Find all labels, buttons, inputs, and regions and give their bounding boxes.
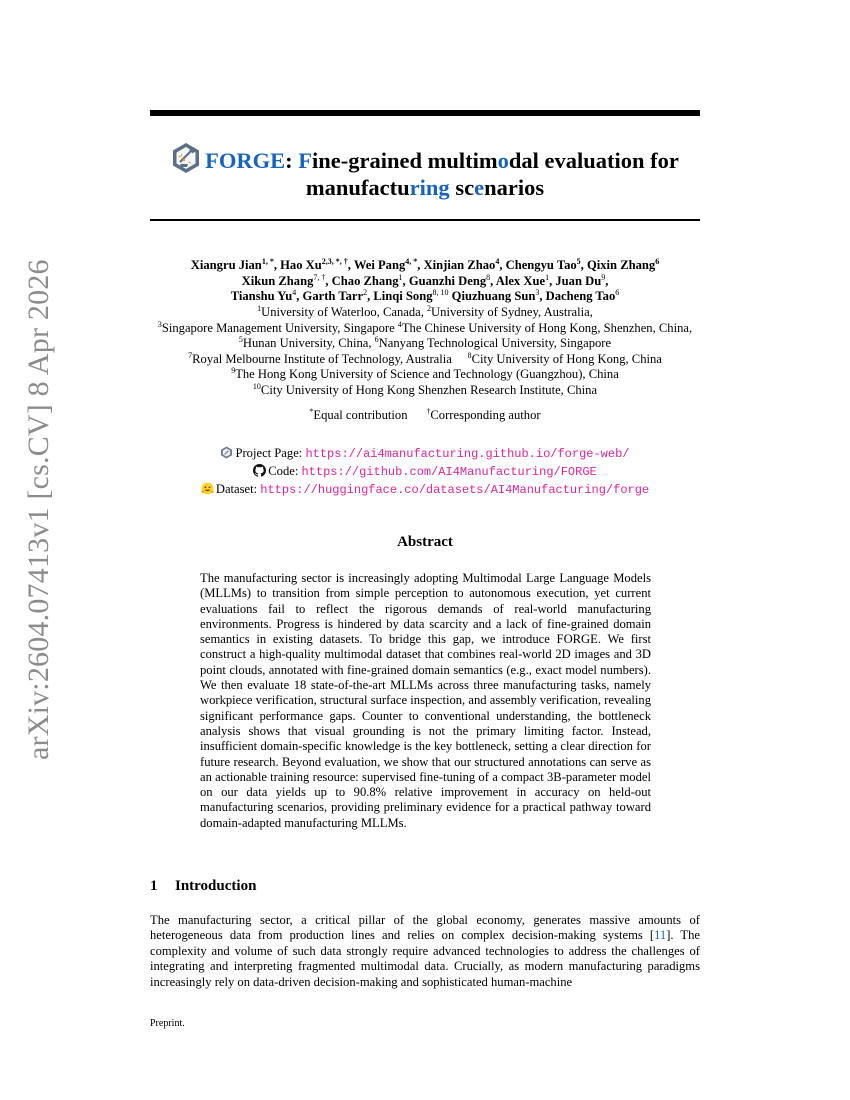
author-list bbox=[150, 258, 700, 305]
title-seg: ring bbox=[409, 175, 450, 200]
title-seg: ine-grained multim bbox=[312, 148, 498, 173]
contribution-notes bbox=[150, 408, 700, 423]
author-affil-sup: 2 bbox=[363, 288, 368, 297]
title-seg: sc bbox=[449, 175, 475, 200]
author-name: Chao Zhang bbox=[331, 273, 399, 288]
affil-line bbox=[140, 367, 710, 383]
author-name: Qiuzhuang Sun bbox=[451, 289, 536, 304]
author-name: Hao Xu bbox=[280, 258, 322, 272]
affil-number: 4 bbox=[397, 319, 402, 329]
affil-number: 3 bbox=[157, 319, 162, 329]
affil-line bbox=[140, 321, 710, 337]
author-affil-sup: 4, * bbox=[405, 256, 418, 266]
author-affil-sup: 1 bbox=[398, 272, 403, 282]
affil-number: 8 bbox=[467, 350, 472, 360]
code-link-row bbox=[150, 463, 700, 481]
title-seg: FORGE bbox=[205, 148, 286, 173]
equal-contribution-note: Equal contribution bbox=[313, 408, 408, 422]
author-affil-sup: 8 bbox=[486, 272, 491, 282]
author-affil-sup: 6 bbox=[655, 256, 660, 266]
affil-text: The Chinese University of Hong Kong, Shenzhen, China, bbox=[401, 320, 693, 335]
code-url[interactable]: https://github.com/AI4Manufacturing/FORGE bbox=[301, 465, 597, 479]
title-seg: manufactu bbox=[305, 175, 410, 200]
author-name: Guanzhi Deng bbox=[408, 273, 487, 288]
intro-text: The manufacturing sector, a critical pillar of the global economy, generates massive amounts of heterogeneous data from production lines and relies on complex decision-making systems [ bbox=[150, 913, 700, 943]
author-name: Xiangru Jian bbox=[190, 258, 262, 272]
title-seg: e bbox=[474, 175, 485, 200]
affil-text: The Hong Kong University of Science and Technology (Guangzhou), China bbox=[235, 367, 619, 382]
title-seg: F bbox=[298, 148, 312, 173]
equal-mark: * bbox=[309, 406, 314, 416]
title-seg: : bbox=[285, 148, 299, 173]
affiliation-list bbox=[140, 305, 710, 399]
author-line-2: Xikun Zhang$^{7, \dagger}$, Chao Zhang$^1$, Guanzhi Deng$^8$, Alex Xue$^1$, Juan Du$^9$, bbox=[241, 272, 609, 288]
author-line-1: Xiangru Jian$^{1, *}$, Hao $Xu^{2,3, *, \dagger}$, Wei Pang$^{4, *}$, Xinjian Zhao$^4$, Chengyu Tao$^5$, Qixin Zhang$^6$ bbox=[190, 256, 660, 272]
resource-links bbox=[150, 445, 700, 499]
title-top-rule bbox=[150, 110, 700, 116]
title-line-1 bbox=[150, 142, 700, 174]
author-affil-sup: 2,3, *, † bbox=[321, 256, 348, 266]
affil-number: 10 bbox=[252, 381, 261, 391]
abstract-heading: Abstract bbox=[397, 534, 453, 550]
affil-number: 9 bbox=[231, 366, 236, 376]
affil-text: University of Sydney, Australia, bbox=[431, 305, 593, 319]
author-affil-sup: 1, * bbox=[261, 256, 274, 266]
link-label: Project Page: bbox=[235, 446, 306, 460]
affil-text: Nanyang Technological University, Singapore bbox=[378, 336, 612, 351]
affil-number: 5 bbox=[238, 335, 243, 344]
author-name: Tianshu Yu bbox=[230, 289, 293, 304]
affil-text: Hunan University, China, bbox=[242, 336, 372, 351]
affil-text: University of Waterloo, Canada, bbox=[261, 305, 424, 319]
project-page-link-row bbox=[150, 445, 700, 463]
author-affil-sup: 4 bbox=[292, 288, 297, 297]
project-page-icon bbox=[220, 446, 233, 459]
section-title: Introduction bbox=[175, 878, 257, 894]
affil-line bbox=[140, 336, 710, 352]
author-name: Xinjian Zhao bbox=[423, 258, 496, 272]
introduction-paragraph bbox=[150, 913, 700, 990]
author-name: Dacheng Tao bbox=[545, 289, 616, 304]
author-affil-sup: 5 bbox=[576, 256, 581, 266]
affil-line bbox=[140, 383, 710, 399]
author-affil-sup: 1 bbox=[545, 272, 550, 282]
author-name: Xikun Zhang bbox=[241, 273, 314, 288]
dataset-url[interactable]: https://huggingface.co/datasets/AI4Manufacturing/forge bbox=[260, 483, 650, 497]
title-seg: narios bbox=[484, 175, 545, 200]
project-page-url[interactable]: https://ai4manufacturing.github.io/forge-web/ bbox=[305, 447, 630, 461]
link-label: Code: bbox=[268, 464, 302, 478]
affil-text: City University of Hong Kong, China bbox=[471, 351, 662, 366]
author-name: Wei Pang bbox=[353, 258, 406, 272]
citation-link[interactable]: 11 bbox=[654, 928, 667, 943]
arxiv-identifier-stamp: arXiv:2604.07413v1 [cs.CV] 8 Apr 2026 bbox=[22, 259, 55, 760]
affil-text: City University of Hong Kong Shenzhen Research Institute, China bbox=[260, 382, 598, 397]
author-name: Juan Du bbox=[555, 273, 602, 288]
author-affil-sup: 3 bbox=[535, 288, 540, 297]
author-name: Garth Tarr bbox=[302, 289, 364, 304]
dataset-link-row bbox=[150, 481, 700, 499]
author-line-3: Tianshu Yu$^4$, Garth Tarr$^2$, Linqi Song$^{8, 10}$ Qiuzhuang Sun$^3$, Dacheng Tao$^6$ bbox=[230, 288, 620, 304]
corresponding-author-note: Corresponding author bbox=[430, 408, 541, 422]
paper-title bbox=[150, 142, 700, 201]
author-affil-sup: 7, † bbox=[313, 272, 326, 282]
affil-text: Royal Melbourne Institute of Technology, Australia bbox=[192, 351, 452, 366]
huggingface-icon bbox=[201, 482, 214, 495]
github-icon bbox=[253, 464, 266, 477]
author-affil-sup: 6 bbox=[615, 288, 620, 297]
title-bottom-rule bbox=[150, 219, 700, 221]
author-name: Chengyu Tao bbox=[505, 258, 577, 272]
author-name: Alex Xue bbox=[495, 273, 546, 288]
title-seg: dal evaluation for bbox=[508, 148, 679, 173]
affil-text: Singapore Management University, Singapore bbox=[161, 320, 395, 335]
corresponding-mark: † bbox=[426, 406, 431, 416]
intro-text: ]. The complexity and volume of such data strongly require advanced technologies to address the challenges of integrating and interpreting fragmented multimodal data. Crucially, as modern manufacturing paradigms increasingly rely on data-driven decision-making and sophisticated human-machine bbox=[150, 928, 700, 989]
abstract-body: The manufacturing sector is increasingly adopting Multimodal Large Language Models (MLLMs) to transition from simple perception to autonomous execution, yet current evaluations fail to reflect the rigorous demands of real-world manufacturing environments. Progress is hindered by data scarcity and a lack of fine-grained domain semantics in existing datasets. To bridge this gap, we introduce FORGE. We first construct a high-quality multimodal dataset that combines real-world 2D images and 3D point clouds, annotated with fine-grained domain semantics (e.g., exact model numbers). We then evaluate 18 state-of-the-art MLLMs across three manufacturing tasks, namely workpiece verification, structural surface inspection, and assembly verification, revealing significant performance gaps. Counter to conventional understanding, the bottleneck analysis shows that visual grounding is not the primary limiting factor. Instead, insufficient domain-specific knowledge is the key bottleneck, setting a clear direction for future research. Beyond evaluation, we show that our structured annotations can serve as an actionable training resource: supervised fine-tuning of a compact 3B-parameter model on our data yields up to 90.8% relative improvement in accuracy on held-out manufacturing scenarios, providing preliminary evidence for a practical pathway toward domain-adapted manufacturing MLLMs. bbox=[200, 571, 651, 830]
affil-line bbox=[140, 352, 710, 368]
author-affil-sup: 8, 10 bbox=[432, 288, 449, 297]
affil-number: 6 bbox=[374, 335, 379, 344]
affil-number: 2 bbox=[427, 303, 432, 313]
link-label: Dataset: bbox=[215, 482, 261, 496]
affil-line bbox=[140, 305, 710, 321]
title-seg: o bbox=[497, 148, 509, 173]
section-heading-introduction bbox=[150, 878, 256, 895]
section-number: 1 bbox=[150, 878, 158, 894]
affil-number: 1 bbox=[257, 303, 262, 313]
affil-number: 7 bbox=[188, 350, 193, 360]
forge-hexagon-logo-icon bbox=[171, 142, 201, 174]
author-name: Qixin Zhang bbox=[586, 258, 656, 272]
preprint-footer: Preprint. bbox=[150, 1018, 185, 1029]
author-name: Linqi Song bbox=[373, 289, 433, 304]
author-affil-sup: 4 bbox=[495, 256, 500, 266]
author-affil-sup: 9 bbox=[601, 272, 606, 282]
title-line-2 bbox=[150, 174, 700, 201]
